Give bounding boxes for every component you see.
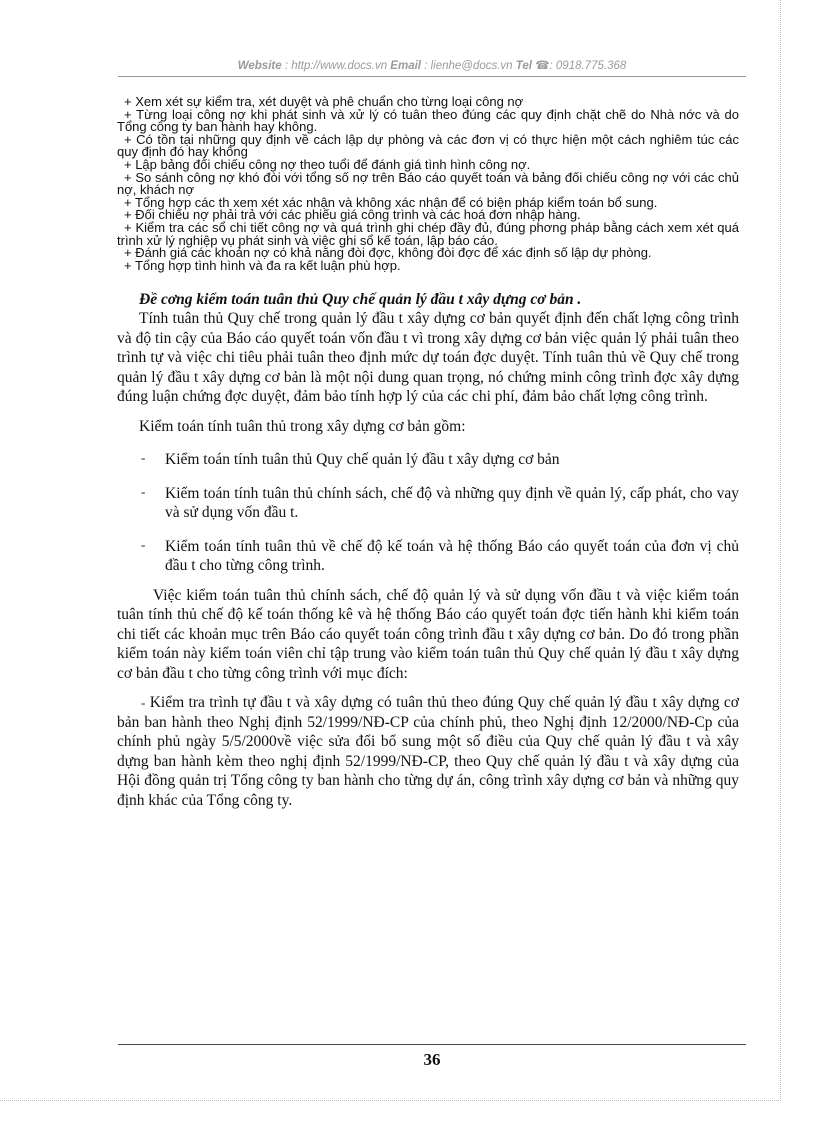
- list-item: [117, 537, 739, 576]
- checklist-item: + So sánh công nợ khó đòi với tổng số nợ trên Báo cáo quyết toán và bảng đối chiếu công nợ với các chủ nợ, khách nợ: [117, 169, 739, 198]
- email-link[interactable]: : lienhe@docs.vn: [424, 60, 513, 72]
- purpose-item-text: Kiểm tra trình tự đầu t và xây dựng có tuân thủ theo đúng Quy chế quản lý đầu t xây dựng cơ bản ban hành theo Nghị định 52/1999/NĐ-CP của chính phủ, theo Nghị định 12/2000/NĐ-Cp của chính phủ ngày 5/5/2000về việc sửa đổi bổ sung một số điều của Quy chế quản lý đầu t và xây dựng ban hành kèm theo nghị định 52/1999/NĐ-CP, theo Quy chế quản lý đầu t và xây dựng của Hội đồng quản trị Tổng công ty ban hành cho từng dự án, công trình xây dựng cơ bản và những quy định khác của Tổng công ty.: [117, 694, 739, 809]
- checklist-item: + Tổng hợp các th xem xét xác nhận và không xác nhận để có biện pháp kiểm toán bổ sung.: [124, 194, 658, 210]
- checklist-item: + Đánh giá các khoản nợ có khả năng đòi đợc, không đòi đợc để xác định số lập dự phòng.: [124, 245, 652, 261]
- website-link[interactable]: : http://www.docs.vn: [284, 60, 388, 72]
- checklist-item: + Từng loại công nợ khi phát sinh và xử lý có tuân theo đúng các quy định chặt chẽ do Nhà nớc và do Tổng công ty ban hành hay không.: [117, 106, 739, 135]
- footer-divider: [118, 1044, 746, 1045]
- page-header: [118, 58, 746, 72]
- document-body: [117, 96, 739, 810]
- list-item: [117, 484, 739, 523]
- page-number: 36: [423, 1050, 441, 1069]
- header-divider: [118, 76, 746, 77]
- email-label: Email: [390, 60, 421, 72]
- bullet-marker: -: [141, 536, 146, 552]
- checklist-item: + Có tồn tại những quy định về cách lập dự phòng và các đơn vị có thực hiện một cách nghiêm túc các quy định đó hay không: [117, 131, 739, 160]
- list-item-text: Kiểm toán tính tuân thủ chính sách, chế độ và những quy định về quản lý, cấp phát, cho vay và sử dụng vốn đầu t.: [165, 484, 739, 522]
- scope-intro: Kiểm toán tính tuân thủ trong xây dựng cơ bản gồm:: [139, 417, 466, 435]
- checklist-item: + Đối chiếu nợ phải trả với các phiếu giá công trình và các hoá đơn nhập hàng.: [124, 207, 581, 223]
- tel-label: Tel: [515, 60, 532, 72]
- checklist-item: + Lập bảng đối chiếu công nợ theo tuổi để đánh giá tình hình công nợ.: [124, 156, 531, 172]
- intro-paragraph: Tính tuân thủ Quy chế trong quản lý đầu t xây dựng cơ bản quyết định đến chất lợng công trình và độ tin cậy của Báo cáo quyết toán vốn đầu t vì trong xây dựng cơ bản việc quản lý phải tuân theo trình tự và việc chi tiêu phải tuân theo định mức dự toán đợc duyệt. Tính tuân thủ về Quy chế trong quản lý đầu t xây dựng cơ bản là một nội dung quan trọng, nó chứng minh công trình đợc xây dựng đúng luận chứng đợc duyệt, đảm bảo tính hợp lý của các chi phí, đảm bảo chất lợng công trình.: [117, 310, 739, 406]
- checklist-item: + Kiểm tra các sổ chi tiết công nợ và quá trình ghi chép đầy đủ, đúng phơng pháp bằng cách xem xét quá trình xử lý nghiệp vụ phát sinh và việc ghi sổ kế toán, lập báo cáo.: [117, 219, 739, 248]
- purpose-paragraph: Việc kiểm toán tuân thủ chính sách, chế độ quản lý và sử dụng vốn đầu t và việc kiểm toán tuân tính thủ chế độ kế toán thống kê và hệ thống Báo cáo quyết toán đợc tiến hành khi kiểm toán chi tiết các khoản mục trên Báo cáo quyết toán công trình đầu t xây dựng cơ bản. Do đó trong phần kiểm toán này kiểm toán viên chỉ tập trung vào kiểm toán tuân thủ Quy chế quản lý đầu t xây dựng cơ bản đầu t cho từng công trình với mục đích:: [117, 586, 739, 682]
- checklist-item: + Xem xét sự kiểm tra, xét duyệt và phê chuẩn cho từng loại công nợ: [124, 94, 524, 109]
- tel-number: : 0918.775.368: [549, 60, 627, 72]
- bullet-marker: -: [141, 483, 146, 499]
- list-item-text: Kiểm toán tính tuân thủ Quy chế quản lý đầu t xây dựng cơ bản: [165, 451, 560, 469]
- website-label: Website: [237, 60, 282, 72]
- checklist-item: + Tổng hợp tình hình và đa ra kết luận phù hợp.: [124, 257, 401, 273]
- list-item-text: Kiểm toán tính tuân thủ về chế độ kế toán và hệ thống Báo cáo quyết toán của đơn vị chủ đầu t cho từng công trình.: [165, 537, 739, 575]
- list-item: [117, 450, 739, 470]
- bullet-marker: -: [141, 450, 146, 466]
- section-heading: Đề cơng kiểm toán tuân thủ Quy chế quản lý đầu t xây dựng cơ bản .: [139, 291, 582, 309]
- bullet-marker: -: [141, 695, 146, 711]
- phone-icon: ☎: [535, 60, 550, 72]
- purpose-item: [117, 693, 739, 810]
